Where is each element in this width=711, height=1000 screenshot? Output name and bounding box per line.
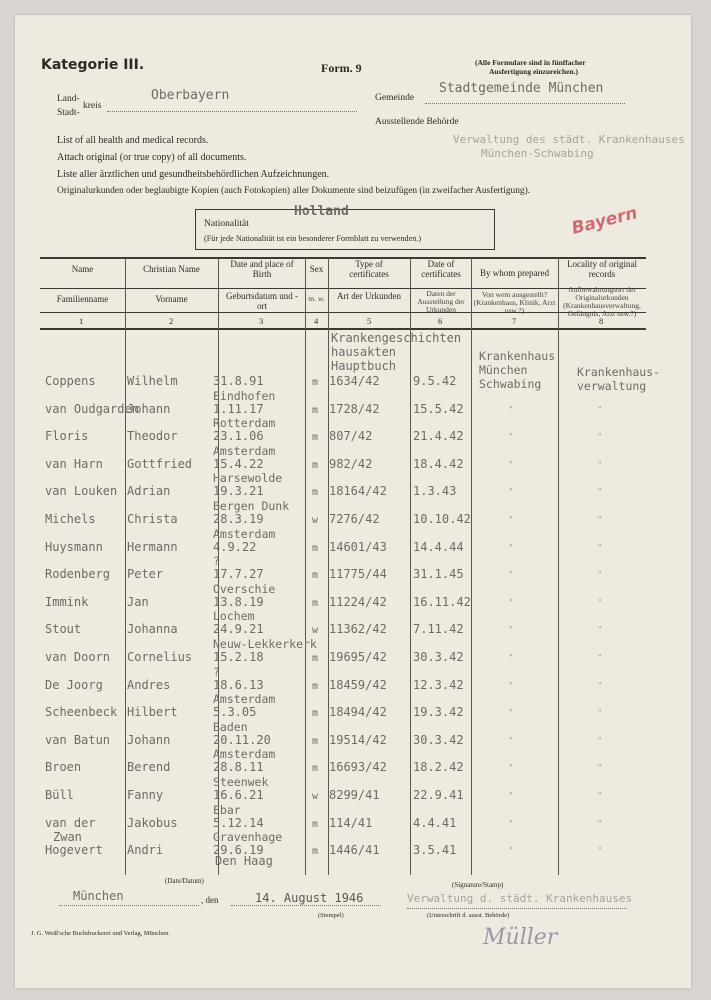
col-subheader-type: Art der Urkunden bbox=[337, 291, 401, 301]
stadt-label: Stadt- bbox=[57, 108, 80, 118]
table-row bbox=[15, 443, 691, 471]
ditto-locality: " bbox=[598, 597, 602, 607]
instruction-2: Attach original (or true copy) of all documents. bbox=[57, 152, 247, 163]
cell-birth_date: 19.3.21 bbox=[213, 484, 264, 499]
cell-first: Johann bbox=[127, 732, 171, 747]
cell-name2: Zwan bbox=[53, 829, 82, 844]
cell-birth_date: 1.11.17 bbox=[213, 401, 264, 416]
cell-birth_date: 15.2.18 bbox=[213, 650, 264, 664]
cell-cert: 1728/42 bbox=[329, 401, 380, 416]
cell-cdate: 12.3.42 bbox=[413, 677, 464, 692]
locality-note-2: verwaltung bbox=[577, 379, 647, 393]
cell-first: Cornelius bbox=[127, 650, 193, 664]
cell-sex: m bbox=[312, 680, 319, 692]
cell-sex: m bbox=[312, 653, 319, 664]
ditto-locality: " bbox=[598, 625, 602, 635]
col-number-1: 1 bbox=[79, 316, 84, 326]
cell-name: Broen bbox=[45, 760, 82, 775]
cell-sex: m bbox=[312, 846, 319, 858]
col-number-5: 5 bbox=[367, 316, 372, 326]
cell-first: Hermann bbox=[127, 539, 178, 554]
cell-cert: 16693/42 bbox=[329, 760, 387, 775]
col-subheader-name: Familienname bbox=[56, 294, 109, 304]
cell-cert: 14601/43 bbox=[329, 539, 387, 554]
ditto-locality: " bbox=[598, 459, 602, 469]
table-row bbox=[15, 471, 691, 499]
cell-birth_place: ? bbox=[213, 664, 220, 679]
red-pencil-mark: Bayern bbox=[569, 203, 640, 239]
behoerde-label: Ausstellende Behörde bbox=[375, 117, 459, 127]
cell-birth_date: 5.12.14 bbox=[213, 815, 264, 830]
cell-cdate: 31.1.45 bbox=[413, 567, 464, 582]
cell-birth_place: Amsterdam bbox=[213, 443, 276, 458]
cell-birth_date: 18.6.13 bbox=[213, 677, 264, 692]
cell-birth_date: 5.3.05 bbox=[213, 705, 257, 720]
table-row bbox=[15, 664, 691, 692]
ditto-locality: " bbox=[598, 791, 602, 800]
instruction-3: Liste aller ärztlichen und gesundheitsbehördlichen Aufzeichnungen. bbox=[57, 169, 330, 180]
instruction-4: Originalurkunden oder beglaubigte Kopien (auch Fotokopien) aller Dokumente sind beizufügen (in zweifacher Ausfertigung). bbox=[57, 186, 531, 196]
ditto-prepared: " bbox=[509, 791, 513, 800]
cell-name: van der bbox=[45, 815, 96, 830]
cell-cert: 18494/42 bbox=[329, 705, 387, 720]
gemeinde-label: Gemeinde bbox=[375, 93, 415, 103]
cell-sex: m bbox=[312, 708, 319, 720]
cell-sex: m bbox=[312, 542, 319, 554]
cell-sex: m bbox=[312, 597, 319, 609]
cell-birth_place: ? bbox=[213, 554, 220, 569]
table-header-rule bbox=[40, 288, 646, 289]
cell-cert: 19695/42 bbox=[329, 650, 387, 664]
cell-cdate: 16.11.42 bbox=[413, 594, 471, 609]
col-number-2: 2 bbox=[169, 316, 174, 326]
cell-first: Hilbert bbox=[127, 705, 178, 720]
prepared-note-2: München bbox=[479, 363, 528, 377]
cell-first: Adrian bbox=[127, 484, 171, 499]
cell-cdate: 18.2.42 bbox=[413, 760, 464, 775]
col-subheader-prepared: Von wem ausgestellt? (Krankenhaus, Klinik, Arzt usw.?) bbox=[473, 290, 556, 315]
cell-birth_place: Neuw-Lekkerkerk bbox=[213, 637, 317, 651]
cell-birth_place: Harsewolde bbox=[213, 471, 283, 486]
cell-birth_date: 29.6.19 bbox=[213, 843, 264, 858]
nationality-box bbox=[195, 204, 495, 250]
behoerde-stamp-1: Verwaltung des städt. Krankenhauses bbox=[453, 133, 685, 146]
cell-cdate: 4.4.41 bbox=[413, 815, 457, 830]
ditto-prepared: " bbox=[509, 404, 513, 414]
col-subheader-christian: Vorname bbox=[155, 294, 188, 304]
col-header-sex: Sex bbox=[309, 264, 324, 274]
footer-date: 14. August 1946 bbox=[255, 891, 364, 905]
cell-cert: 18459/42 bbox=[329, 677, 387, 692]
ditto-prepared: " bbox=[509, 653, 513, 662]
ditto-locality: " bbox=[598, 680, 602, 690]
cell-birth_date: 24.9.21 bbox=[213, 622, 264, 637]
cell-name: Huysmann bbox=[45, 539, 103, 554]
cell-sex: m bbox=[312, 763, 319, 775]
col-number-8: 8 bbox=[599, 316, 604, 326]
ditto-locality: " bbox=[598, 763, 602, 773]
type-note-3: Hauptbuch bbox=[331, 359, 397, 373]
table-body-rule bbox=[40, 328, 646, 330]
cell-cert: 11224/42 bbox=[329, 594, 387, 609]
cell-name: van Batun bbox=[45, 732, 111, 747]
cell-birth_place: Gravenhage bbox=[213, 830, 283, 845]
cell-birth_date: 15.4.22 bbox=[213, 456, 264, 471]
nationality-value: Holland bbox=[294, 204, 349, 219]
date-line bbox=[231, 905, 381, 906]
cell-name: van Oudgarden bbox=[45, 401, 139, 416]
den-label: , den bbox=[201, 895, 219, 905]
footer-city: München bbox=[73, 889, 124, 903]
gemeinde-value: Stadtgemeinde München bbox=[439, 81, 604, 96]
kreis-value: Oberbayern bbox=[151, 88, 230, 103]
ditto-prepared: " bbox=[509, 459, 513, 469]
cell-name: van Doorn bbox=[45, 650, 111, 664]
ditto-locality: " bbox=[598, 487, 602, 497]
nationality-note: (Für jede Nationalität ist ein besonderer Formblatt zu verwenden.) bbox=[204, 234, 422, 243]
ditto-locality: " bbox=[598, 515, 602, 524]
cell-first: Gottfried bbox=[127, 456, 193, 471]
ditto-locality: " bbox=[598, 735, 602, 745]
ditto-locality: " bbox=[598, 404, 602, 414]
ditto-prepared: " bbox=[509, 708, 513, 718]
cell-cdate: 9.5.42 bbox=[413, 374, 457, 388]
cell-birth_place: Steenwek bbox=[213, 775, 269, 789]
table-row bbox=[15, 747, 691, 775]
behoerde-stamp-2: München-Schwabing bbox=[481, 147, 594, 160]
ditto-prepared: " bbox=[509, 597, 513, 607]
ditto-prepared: " bbox=[509, 487, 513, 497]
cell-cert: 8299/41 bbox=[329, 788, 380, 802]
kreis-line bbox=[107, 111, 357, 112]
cell-cert: 1446/41 bbox=[329, 843, 380, 858]
cell-birth_place: Baden bbox=[213, 719, 248, 734]
cell-birth_date: 20.11.20 bbox=[213, 732, 271, 747]
col-number-6: 6 bbox=[438, 316, 443, 326]
gemeinde-line bbox=[425, 103, 625, 104]
cell-first: Jan bbox=[127, 594, 149, 609]
cell-cdate: 22.9.41 bbox=[413, 788, 464, 802]
last-birth-place: Den Haag bbox=[215, 854, 273, 868]
table-row bbox=[15, 609, 691, 637]
cell-sex: m bbox=[312, 377, 319, 388]
col-subheader-birth: Geburtsdatum und -ort bbox=[226, 291, 298, 311]
table-row bbox=[15, 692, 691, 720]
cell-cert: 19514/42 bbox=[329, 732, 387, 747]
cell-sex: m bbox=[312, 459, 319, 471]
cell-cert: 18164/42 bbox=[329, 484, 387, 499]
table-row bbox=[15, 554, 691, 582]
cell-birth_date: 13.8.19 bbox=[213, 594, 264, 609]
handwritten-signature: Müller bbox=[483, 925, 558, 950]
cell-name: van Louken bbox=[45, 484, 118, 499]
cell-name: Immink bbox=[45, 594, 89, 609]
col-header-cdate: Date of certificates bbox=[421, 259, 461, 279]
cell-first: Johanna bbox=[127, 622, 178, 637]
cell-first: Andres bbox=[127, 677, 171, 692]
cell-cdate: 14.4.44 bbox=[413, 539, 464, 554]
cell-sex: m bbox=[312, 404, 319, 416]
col-number-7: 7 bbox=[512, 316, 517, 326]
col-subheader-locality: Aufbewahrungsort der Originalurkunden (Krankenhausverwaltung, Gefängnis, Arzt usw.?) bbox=[563, 285, 641, 318]
instruction-1: List of all health and medical records. bbox=[57, 135, 209, 146]
cell-cdate: 30.3.42 bbox=[413, 650, 464, 664]
cell-first: Theodor bbox=[127, 429, 178, 444]
cell-cdate: 1.3.43 bbox=[413, 484, 457, 499]
cell-birth_date: 4.9.22 bbox=[213, 539, 257, 554]
table-row bbox=[15, 499, 691, 526]
ditto-prepared: " bbox=[509, 763, 513, 773]
city-line bbox=[59, 905, 199, 906]
ditto-prepared: " bbox=[509, 542, 513, 552]
table-row bbox=[15, 374, 691, 388]
cell-first: Jakobus bbox=[127, 815, 178, 830]
cell-name: Rodenberg bbox=[45, 567, 111, 582]
ditto-locality: " bbox=[598, 846, 602, 856]
cell-cdate: 18.4.42 bbox=[413, 456, 464, 471]
ditto-locality: " bbox=[598, 818, 602, 828]
ditto-prepared: " bbox=[509, 818, 513, 828]
nationality-label: Nationalität bbox=[204, 219, 249, 229]
ditto-prepared: " bbox=[509, 515, 513, 524]
cell-sex: m bbox=[312, 487, 319, 499]
cell-cert: 11775/44 bbox=[329, 567, 387, 582]
col-subheader-cdate: Daten der Ausstellung der Urkunden bbox=[417, 289, 465, 314]
table-row bbox=[15, 416, 691, 444]
cell-name: Hogevert bbox=[45, 843, 103, 858]
kreis-label: kreis bbox=[83, 101, 102, 111]
printer-imprint: J. G. Weiß'sche Buchdruckerei und Verlag, München. bbox=[31, 930, 171, 937]
cell-first: Wilhelm bbox=[127, 374, 178, 388]
cell-birth_place: Rotterdam bbox=[213, 416, 276, 431]
cell-sex: w bbox=[312, 791, 319, 802]
ditto-locality: " bbox=[598, 570, 602, 580]
ditto-prepared: " bbox=[509, 625, 513, 635]
locality-note-1: Krankenhaus- bbox=[577, 365, 661, 379]
cell-name: Stout bbox=[45, 622, 82, 637]
unterschrift-caption: (Unterschrift d. ausst. Behörde) bbox=[427, 912, 510, 919]
form-sheet bbox=[15, 15, 691, 988]
cell-birth_place: Ebar bbox=[213, 802, 241, 817]
prepared-note-1: Krankenhaus bbox=[479, 349, 556, 363]
table-row bbox=[15, 637, 691, 664]
cell-sex: m bbox=[312, 818, 319, 830]
cell-birth_date: 17.7.27 bbox=[213, 567, 264, 582]
cell-cdate: 3.5.41 bbox=[413, 843, 457, 858]
cell-name: Scheenbeck bbox=[45, 705, 118, 720]
ditto-prepared: " bbox=[509, 846, 513, 856]
cell-birth_date: 31.8.91 bbox=[213, 374, 264, 388]
cell-name: Michels bbox=[45, 512, 96, 526]
type-note-2: hausakten bbox=[331, 345, 397, 359]
category-title: Kategorie III. bbox=[41, 57, 145, 73]
table-row bbox=[15, 526, 691, 554]
date-caption: (Date/Datum) bbox=[165, 877, 204, 885]
cell-sex: m bbox=[312, 570, 319, 582]
col-header-name: Name bbox=[71, 264, 94, 274]
cell-birth_place: Lochem bbox=[213, 609, 255, 624]
ditto-locality: " bbox=[598, 542, 602, 552]
cell-first: Berend bbox=[127, 760, 171, 775]
col-number-3: 3 bbox=[259, 316, 264, 326]
col-number-4: 4 bbox=[314, 316, 319, 326]
cell-cdate: 21.4.42 bbox=[413, 429, 464, 444]
cell-sex: m bbox=[312, 735, 319, 747]
cell-name: De Joorg bbox=[45, 677, 103, 692]
cell-cdate: 30.3.42 bbox=[413, 732, 464, 747]
table-row bbox=[15, 775, 691, 802]
signature-caption: (Signature/Stamp) bbox=[452, 881, 504, 889]
cell-birth_date: 16.6.21 bbox=[213, 788, 264, 802]
cell-cert: 7276/42 bbox=[329, 512, 380, 526]
cell-first: Peter bbox=[127, 567, 164, 582]
cell-cert: 11362/42 bbox=[329, 622, 387, 637]
cell-cdate: 19.3.42 bbox=[413, 705, 464, 720]
cell-cert: 1634/42 bbox=[329, 374, 380, 388]
cell-sex: w bbox=[312, 515, 319, 526]
cell-birth_date: 28.8.11 bbox=[213, 760, 264, 775]
land-label: Land- bbox=[57, 94, 80, 104]
cell-birth_place: Eindhofen bbox=[213, 388, 276, 403]
ditto-locality: " bbox=[598, 432, 602, 442]
cell-cdate: 15.5.42 bbox=[413, 401, 464, 416]
cell-cert: 114/41 bbox=[329, 815, 373, 830]
cell-birth_place: Overschie bbox=[213, 581, 276, 596]
table-row bbox=[15, 581, 691, 609]
cell-birth_date: 23.1.06 bbox=[213, 429, 264, 444]
type-note-1: Krankengeschichten bbox=[331, 331, 462, 345]
cell-birth_place: Bergen Dunk bbox=[213, 499, 290, 513]
col-header-prepared: By whom prepared bbox=[480, 268, 549, 278]
ditto-prepared: " bbox=[509, 570, 513, 580]
table-row bbox=[15, 388, 691, 416]
ditto-prepared: " bbox=[509, 432, 513, 442]
prepared-note-3: Schwabing bbox=[479, 377, 542, 391]
ditto-locality: " bbox=[598, 708, 602, 718]
col-header-christian: Christian Name bbox=[143, 264, 200, 274]
col-header-type: Type of certificates bbox=[349, 259, 389, 279]
cell-birth_place: Amsterdam bbox=[213, 692, 276, 707]
table-row bbox=[15, 719, 691, 747]
copies-note-2: Ausfertigung einzureichen.) bbox=[489, 67, 579, 76]
cell-cdate: 10.10.42 bbox=[413, 512, 471, 526]
cell-first: Andri bbox=[127, 843, 164, 858]
cell-sex: w bbox=[312, 625, 319, 637]
cell-cert: 982/42 bbox=[329, 456, 373, 471]
cell-name: van Harn bbox=[45, 456, 103, 471]
col-subheader-sex: m. w. bbox=[308, 294, 325, 303]
signature-line bbox=[407, 908, 627, 909]
cell-birth_date: 28.3.19 bbox=[213, 512, 264, 526]
col-header-locality: Locality of original records bbox=[567, 259, 637, 279]
footer-stamp: Verwaltung d. städt. Krankenhauses bbox=[407, 892, 633, 905]
cell-cdate: 7.11.42 bbox=[413, 622, 464, 637]
copies-note: (Alle Formulare sind in fünffacher bbox=[475, 58, 586, 67]
stempel-caption: (Stempel) bbox=[318, 912, 344, 919]
cell-sex: m bbox=[312, 432, 319, 444]
cell-name: Floris bbox=[45, 429, 89, 444]
cell-name: Coppens bbox=[45, 374, 96, 388]
cell-first: Fanny bbox=[127, 788, 164, 802]
cell-name: Büll bbox=[45, 788, 74, 802]
col-header-birth: Date and place of Birth bbox=[230, 259, 294, 279]
ditto-prepared: " bbox=[509, 680, 513, 690]
cell-first: Johann bbox=[127, 401, 171, 416]
ditto-locality: " bbox=[598, 653, 602, 662]
ditto-prepared: " bbox=[509, 735, 513, 745]
cell-cert: 807/42 bbox=[329, 429, 373, 444]
form-number: Form. 9 bbox=[321, 61, 362, 75]
cell-birth_place: Amsterdam bbox=[213, 747, 276, 762]
cell-birth_place: Amsterdam bbox=[213, 526, 276, 541]
cell-first: Christa bbox=[127, 512, 178, 526]
